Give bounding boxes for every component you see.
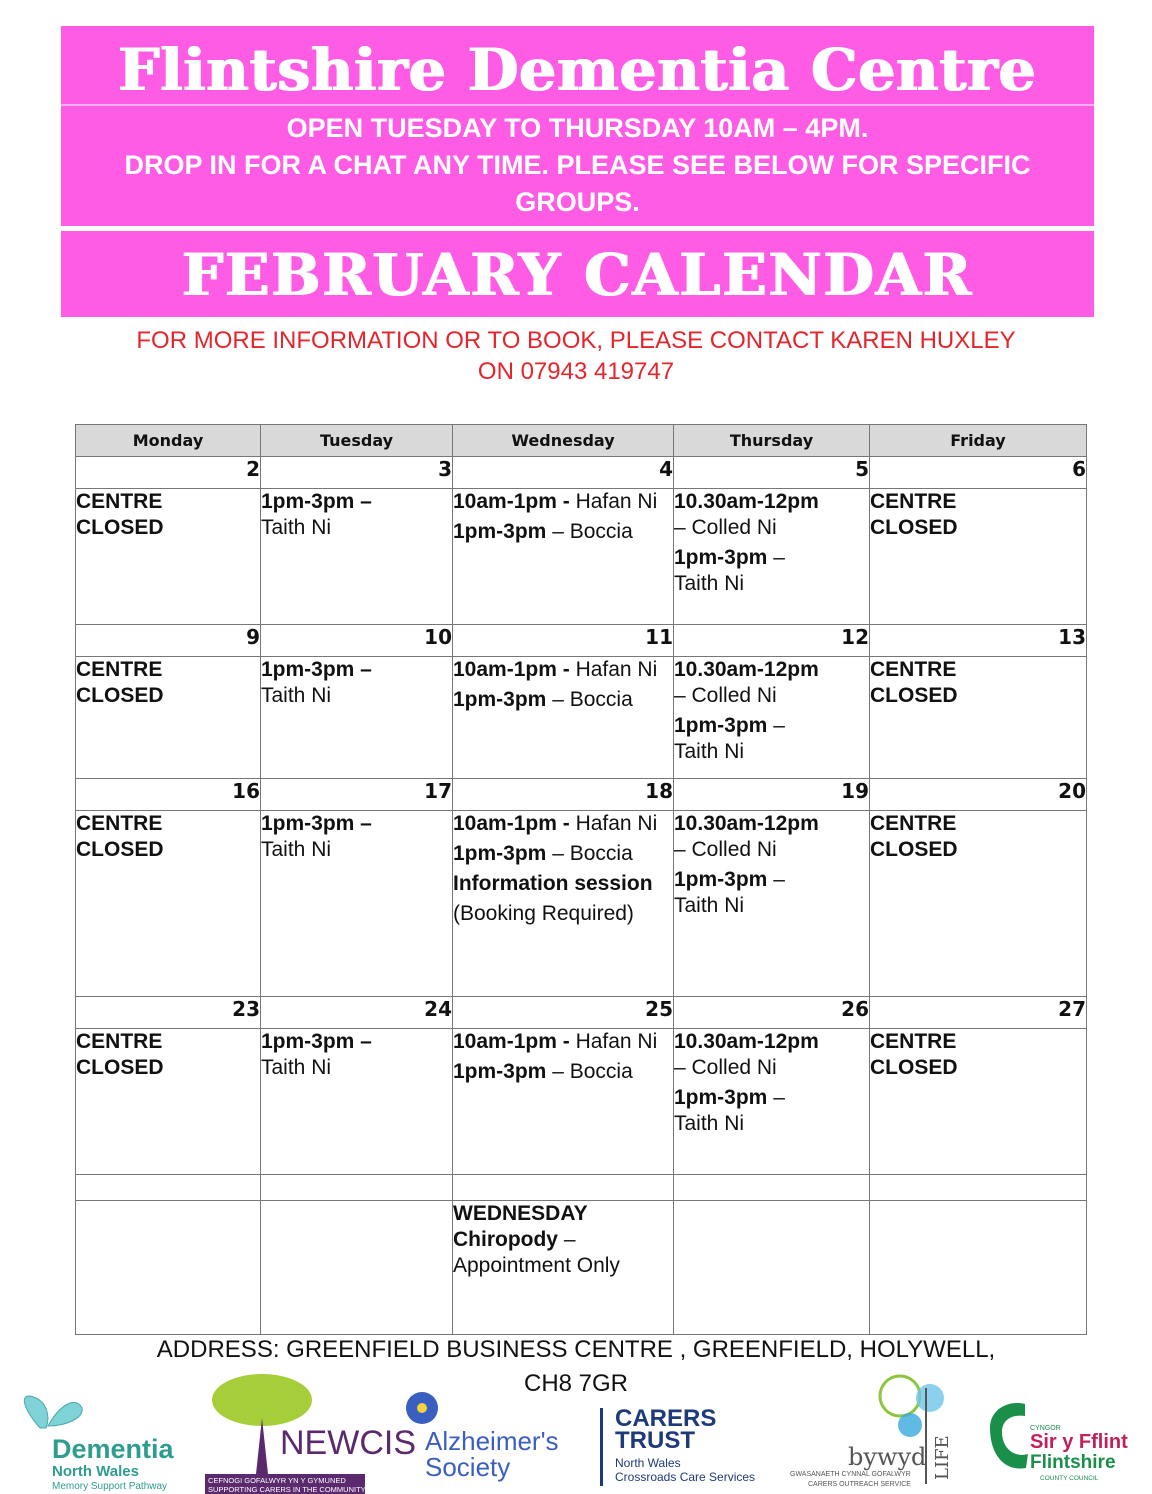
date-number: 9 [76, 625, 261, 657]
session-name: – Boccia [552, 520, 633, 543]
weekday-header: Monday [76, 425, 261, 457]
closed-word: CLOSED [870, 516, 958, 539]
chiropody-day: WEDNESDAY [453, 1202, 588, 1225]
closed-word: CLOSED [870, 1056, 958, 1079]
session-time: 1pm-3pm [453, 688, 547, 711]
events-row [76, 811, 1087, 997]
calendar-title: FEBRUARY CALENDAR [181, 241, 974, 309]
logo-text: Dementia [52, 1434, 174, 1464]
day-cell-thursday [674, 811, 870, 997]
logo-text: CYNGOR [1030, 1425, 1061, 1432]
session-time: 1pm-3pm [453, 520, 547, 543]
events-row [76, 1029, 1087, 1175]
session-boccia [453, 687, 673, 713]
session-dash: – [773, 546, 785, 569]
session-name: Taith Ni [261, 516, 332, 539]
day-cell-thursday [674, 657, 870, 779]
day-cell-friday [870, 657, 1087, 779]
session-time: 1pm-3pm [674, 1086, 768, 1109]
spiral-icon [880, 1376, 920, 1416]
day-cell-tuesday [261, 1029, 453, 1175]
session-name: Taith Ni [674, 740, 745, 763]
date-number: 2 [76, 457, 261, 489]
centre-closed-label [76, 811, 260, 863]
session-name: – Boccia [552, 688, 633, 711]
session-time: 10.30am-12pm [674, 812, 819, 835]
day-cell-monday [76, 489, 261, 625]
session-time: 1pm-3pm [674, 868, 768, 891]
session-time: 10am-1pm - [453, 658, 570, 681]
castle-icon [990, 1403, 1028, 1469]
session-name: Taith Ni [261, 684, 332, 707]
session-colled-ni [674, 811, 869, 863]
date-number: 10 [261, 625, 453, 657]
chiropody-dash: – [563, 1228, 576, 1251]
centre-closed-label [76, 489, 260, 541]
events-row [76, 489, 1087, 625]
date-number: 25 [453, 997, 674, 1029]
logo-text: Memory Support Pathway [52, 1481, 168, 1492]
session-time: 1pm-3pm – [261, 658, 372, 681]
closed-word: CENTRE [76, 658, 163, 681]
contact-line2: ON 07943 419747 [477, 358, 675, 385]
closed-word: CENTRE [870, 812, 957, 835]
session-dash: – [773, 714, 785, 737]
contact-info [40, 325, 1112, 387]
day-cell-monday [76, 657, 261, 779]
date-number: 4 [453, 457, 674, 489]
closed-word: CENTRE [870, 1030, 957, 1053]
date-row [76, 625, 1087, 657]
header-banner [61, 26, 1094, 226]
logo-text: Sir y Fflint [1030, 1431, 1128, 1453]
session-boccia [453, 841, 673, 867]
session-name: Taith Ni [674, 572, 745, 595]
chiropody-row [76, 1201, 1087, 1335]
date-number: 24 [261, 997, 453, 1029]
logo-text: Flintshire [1030, 1452, 1116, 1473]
closed-word: CENTRE [76, 490, 163, 513]
closed-word: CENTRE [76, 812, 163, 835]
address-line1: ADDRESS: GREENFIELD BUSINESS CENTRE , GREENFIELD, HOLYWELL, [156, 1336, 996, 1363]
empty-row [76, 1175, 1087, 1201]
session-name: Hafan Ni [575, 490, 658, 513]
session-name: Taith Ni [261, 1056, 332, 1079]
session-colled-ni [674, 1029, 869, 1081]
logo-text: CARERS [615, 1405, 717, 1432]
weekday-header: Tuesday [261, 425, 453, 457]
session-name: – Boccia [552, 842, 633, 865]
logo-text: North Wales [615, 1456, 681, 1470]
session-time: 1pm-3pm – [261, 812, 372, 835]
day-cell-tuesday [261, 811, 453, 997]
logo-text: SUPPORTING CARERS IN THE COMMUNITY [208, 1485, 366, 1494]
date-row [76, 997, 1087, 1029]
date-number: 3 [261, 457, 453, 489]
logo-text: Alzheimer's [425, 1426, 559, 1456]
banner-divider [61, 104, 1094, 106]
session-time: 10.30am-12pm [674, 658, 819, 681]
session-hafan-ni [453, 1029, 673, 1055]
date-number: 13 [870, 625, 1087, 657]
logo-text: GWASANAETH CYNNAL GOFALWYR [790, 1471, 911, 1478]
information-session: Information session [453, 872, 653, 895]
session-time: 10.30am-12pm [674, 490, 819, 513]
day-cell-monday [76, 1029, 261, 1175]
date-number: 20 [870, 779, 1087, 811]
session-taith-ni [261, 1029, 452, 1081]
session-time: 1pm-3pm [453, 842, 547, 865]
session-taith-ni [261, 489, 452, 541]
logo-text: TRUST [615, 1427, 695, 1454]
centre-closed-label [76, 657, 260, 709]
session-taith-ni [261, 811, 452, 863]
bywyd-logo [790, 1376, 953, 1488]
session-name: Hafan Ni [575, 1030, 658, 1053]
day-cell-thursday [674, 1029, 870, 1175]
chiropody-cell [453, 1201, 674, 1335]
session-time: 10am-1pm - [453, 812, 570, 835]
date-number: 17 [261, 779, 453, 811]
closed-word: CENTRE [870, 658, 957, 681]
centre-closed-label [870, 657, 1086, 709]
session-taith-ni [674, 713, 869, 765]
date-number: 18 [453, 779, 674, 811]
session-time: 1pm-3pm [674, 714, 768, 737]
date-number: 11 [453, 625, 674, 657]
session-hafan-ni [453, 489, 673, 515]
weekday-header: Wednesday [453, 425, 674, 457]
chiropody-note: Appointment Only [453, 1254, 620, 1277]
session-time: 1pm-3pm [453, 1060, 547, 1083]
closed-word: CLOSED [76, 1056, 164, 1079]
session-taith-ni [674, 867, 869, 919]
centre-closed-label [76, 1029, 260, 1081]
day-cell-wednesday [453, 657, 674, 779]
logo-text: NEWCIS [280, 1424, 416, 1462]
logo-text: Society [425, 1452, 511, 1482]
logo-text: COUNTY COUNCIL [1040, 1475, 1099, 1482]
session-name: – Boccia [552, 1060, 633, 1083]
date-row [76, 457, 1087, 489]
dementia-north-wales-logo [24, 1396, 174, 1492]
carers-trust-logo [600, 1405, 755, 1486]
day-cell-friday [870, 811, 1087, 997]
session-name: – Colled Ni [674, 516, 777, 539]
session-name: – Colled Ni [674, 684, 777, 707]
date-row [76, 779, 1087, 811]
alzheimers-society-logo [406, 1392, 559, 1482]
flintshire-county-council-logo [990, 1403, 1128, 1482]
session-hafan-ni [453, 657, 673, 683]
centre-closed-label [870, 811, 1086, 863]
weekday-header: Friday [870, 425, 1087, 457]
session-colled-ni [674, 489, 869, 541]
date-number: 27 [870, 997, 1087, 1029]
opening-hours [121, 110, 1034, 221]
session-name: Taith Ni [261, 838, 332, 861]
session-colled-ni [674, 657, 869, 709]
date-number: 6 [870, 457, 1087, 489]
session-time: 10.30am-12pm [674, 1030, 819, 1053]
date-number: 12 [674, 625, 870, 657]
booking-required-note: (Booking Required) [453, 902, 634, 925]
logo-text: Crossroads Care Services [615, 1470, 756, 1484]
session-time: 1pm-3pm – [261, 1030, 372, 1053]
address-line2: CH8 7GR [523, 1370, 629, 1397]
session-time: 10am-1pm - [453, 1030, 570, 1053]
day-cell-wednesday [453, 811, 674, 997]
logo-text: North Wales [52, 1463, 139, 1480]
session-name: – Colled Ni [674, 838, 777, 861]
events-row [76, 657, 1087, 779]
session-boccia [453, 519, 673, 545]
contact-line1: FOR MORE INFORMATION OR TO BOOK, PLEASE CONTACT KAREN HUXLEY [136, 327, 1016, 354]
chiropody-title: Chiropody [453, 1228, 558, 1251]
session-taith-ni [674, 1085, 869, 1137]
day-cell-wednesday [453, 1029, 674, 1175]
weekday-header: Thursday [674, 425, 870, 457]
session-taith-ni [261, 657, 452, 709]
day-cell-tuesday [261, 489, 453, 625]
closed-word: CENTRE [76, 1030, 163, 1053]
opening-hours-line2: DROP IN FOR A CHAT ANY TIME. PLEASE SEE BELOW FOR SPECIFIC GROUPS. [124, 150, 1031, 217]
day-cell-friday [870, 489, 1087, 625]
session-hafan-ni [453, 811, 673, 837]
session-name: Hafan Ni [575, 658, 658, 681]
date-number: 23 [76, 997, 261, 1029]
partner-logos [0, 1370, 1152, 1494]
closed-word: CLOSED [76, 516, 164, 539]
logo-text: CEFNOGI GOFALWYR YN Y GYMUNED [208, 1476, 346, 1485]
logo-text: CARERS OUTREACH SERVICE [808, 1481, 911, 1488]
day-cell-tuesday [261, 657, 453, 779]
session-time: 1pm-3pm [674, 546, 768, 569]
date-number: 16 [76, 779, 261, 811]
opening-hours-line1: OPEN TUESDAY TO THURSDAY 10AM – 4PM. [286, 113, 869, 143]
session-time: 10am-1pm - [453, 490, 570, 513]
closed-word: CLOSED [870, 684, 958, 707]
newcis-logo [205, 1374, 416, 1494]
calendar-table [75, 424, 1087, 1335]
centre-closed-label [870, 489, 1086, 541]
session-taith-ni [674, 545, 869, 597]
date-number: 19 [674, 779, 870, 811]
closed-word: CLOSED [870, 838, 958, 861]
session-time: 1pm-3pm – [261, 490, 372, 513]
session-boccia [453, 1059, 673, 1085]
centre-closed-label [870, 1029, 1086, 1081]
calendar-banner [61, 231, 1094, 317]
session-name: – Colled Ni [674, 1056, 777, 1079]
weekday-header-row [76, 425, 1087, 457]
page-title: Flintshire Dementia Centre [118, 36, 1037, 104]
date-number: 5 [674, 457, 870, 489]
session-name: Taith Ni [674, 1112, 745, 1135]
butterfly-icon [24, 1396, 82, 1428]
session-dash: – [773, 1086, 785, 1109]
closed-word: CLOSED [76, 684, 164, 707]
day-cell-monday [76, 811, 261, 997]
date-number: 26 [674, 997, 870, 1029]
session-name: Hafan Ni [575, 812, 658, 835]
session-name: Taith Ni [674, 894, 745, 917]
logo-text: bywyd [848, 1443, 927, 1471]
session-dash: – [773, 868, 785, 891]
logo-text: LIFE [932, 1435, 953, 1480]
day-cell-thursday [674, 489, 870, 625]
closed-word: CLOSED [76, 838, 164, 861]
day-cell-wednesday [453, 489, 674, 625]
closed-word: CENTRE [870, 490, 957, 513]
day-cell-friday [870, 1029, 1087, 1175]
